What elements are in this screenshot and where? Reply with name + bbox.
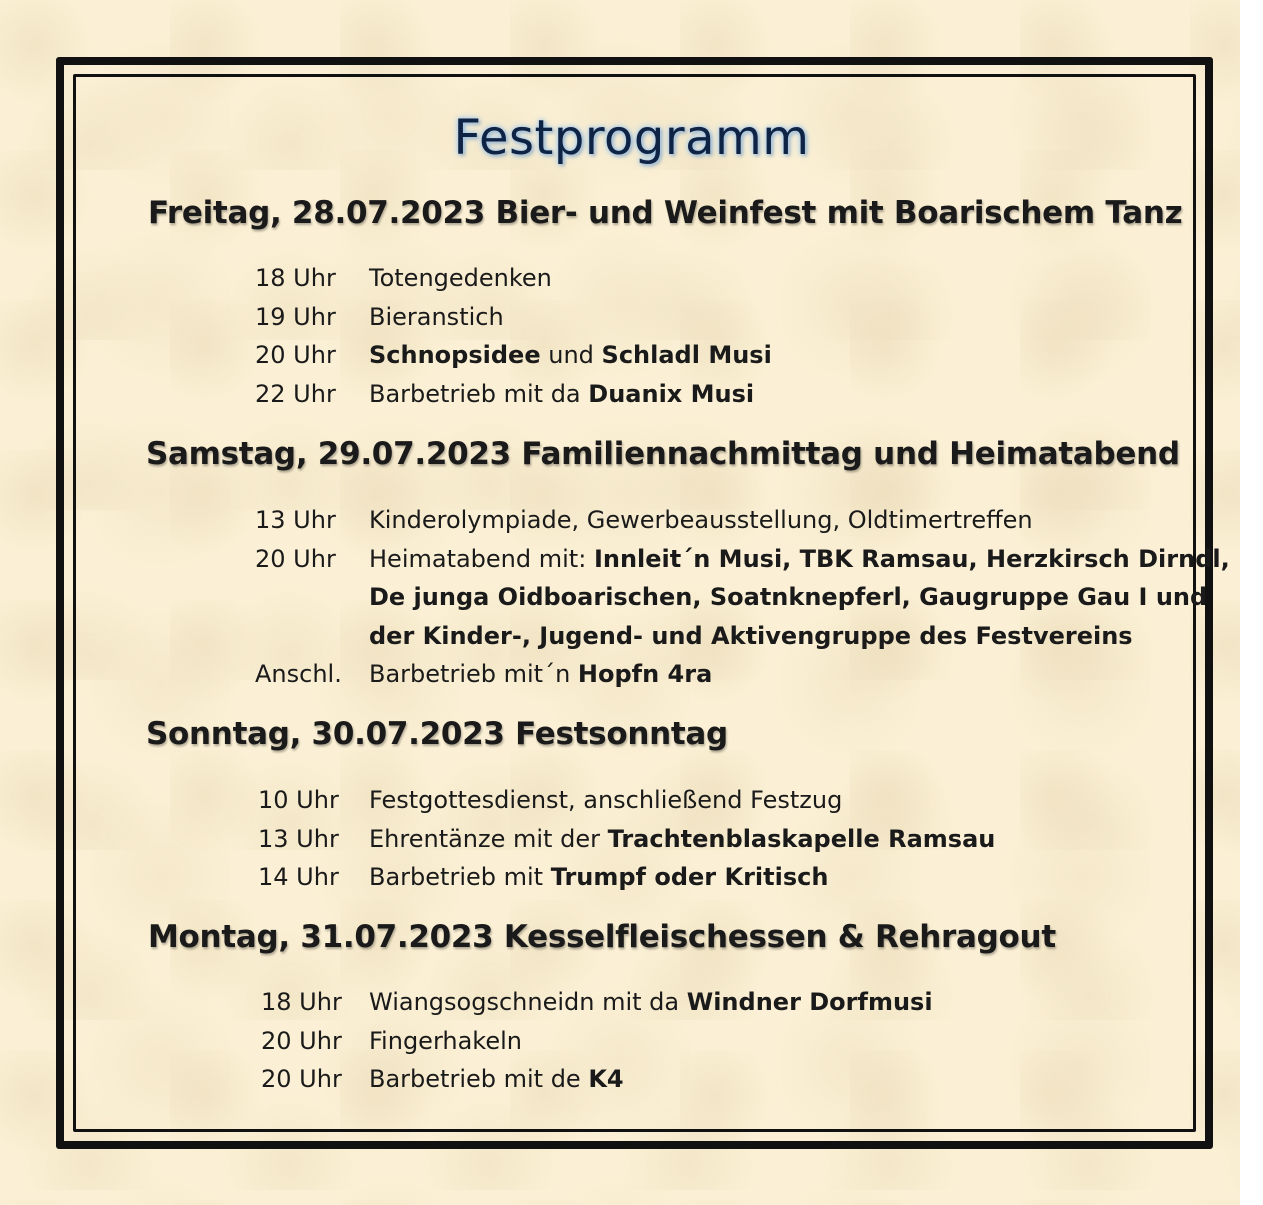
- event-text: Kinderolympiade, Gewerbeausstellung, Oldtimertreffen: [369, 506, 1033, 534]
- event-highlight: Schladl Musi: [601, 341, 772, 369]
- event-text: Ehrentänze mit der: [369, 824, 608, 853]
- event-text: Heimatabend mit:: [369, 544, 594, 573]
- day-theme: Kesselfleischessen & Rehragout: [493, 919, 1056, 955]
- day-date: Sonntag, 30.07.2023: [146, 716, 505, 752]
- day-heading: [146, 716, 728, 752]
- event-time: 10 Uhr: [258, 786, 339, 814]
- event-highlight: Trachtenblaskapelle Ramsau: [607, 824, 996, 853]
- event-description: [369, 988, 933, 1016]
- event-text: Festgottesdienst, anschließend Festzug: [369, 786, 843, 814]
- event-highlight: Hopfn 4ra: [577, 660, 713, 688]
- event-highlight: De junga Oidboarischen, Soatnknepferl, Gaugruppe Gau I und: [369, 583, 1208, 611]
- event-highlight: Schnopsidee: [369, 341, 541, 369]
- event-description: [369, 1027, 522, 1055]
- event-time: 20 Uhr: [255, 544, 336, 573]
- event-description: [369, 264, 552, 292]
- event-highlight: Innleit´n Musi, TBK Ramsau, Herzkirsch Dirndl,: [593, 544, 1230, 573]
- event-time: 18 Uhr: [261, 988, 342, 1016]
- event-time: 19 Uhr: [255, 302, 336, 331]
- event-description: [369, 506, 1033, 534]
- day-date: Montag, 31.07.2023: [148, 919, 494, 955]
- event-time: 20 Uhr: [255, 341, 336, 369]
- event-text: Barbetrieb mit da: [369, 379, 589, 408]
- event-text: und: [540, 341, 602, 369]
- event-time: 18 Uhr: [255, 264, 336, 292]
- event-time: Anschl.: [255, 660, 342, 688]
- day-heading: [148, 919, 1056, 955]
- event-text: Barbetrieb mit: [369, 863, 551, 891]
- event-highlight: Duanix Musi: [588, 379, 755, 408]
- day-theme: Familiennachmittag und Heimatabend: [510, 436, 1180, 472]
- event-description: [369, 622, 1133, 650]
- event-description: [369, 863, 828, 891]
- event-description: [369, 660, 712, 688]
- event-description: [369, 1065, 624, 1093]
- day-date: Freitag, 28.07.2023: [148, 195, 486, 231]
- event-time: 13 Uhr: [258, 824, 339, 853]
- event-text: Wiangsogschneidn mit da: [369, 988, 687, 1016]
- event-description: [369, 303, 504, 331]
- event-description: [369, 341, 772, 369]
- day-date: Samstag, 29.07.2023: [146, 436, 511, 472]
- event-text: Totengedenken: [369, 264, 552, 292]
- event-highlight: Trumpf oder Kritisch: [550, 863, 829, 891]
- event-time: 14 Uhr: [258, 863, 339, 891]
- event-highlight: der Kinder-, Jugend- und Aktivengruppe des Festvereins: [369, 621, 1133, 650]
- day-heading: [146, 436, 1180, 472]
- event-time: 22 Uhr: [255, 379, 336, 408]
- day-theme: Festsonntag: [504, 716, 728, 752]
- event-text: Fingerhakeln: [369, 1026, 522, 1055]
- event-text: Bieranstich: [369, 302, 504, 331]
- event-highlight: Windner Dorfmusi: [686, 988, 933, 1016]
- event-description: [369, 545, 1230, 573]
- event-description: [369, 786, 842, 814]
- page-title: Festprogramm: [453, 110, 810, 166]
- event-text: Barbetrieb mit´n: [369, 660, 578, 688]
- event-text: Barbetrieb mit de: [369, 1065, 589, 1093]
- page-edge: [1240, 0, 1263, 1205]
- event-description: [369, 583, 1207, 611]
- event-time: 20 Uhr: [261, 1026, 342, 1055]
- event-description: [369, 380, 754, 408]
- day-heading: [148, 195, 1182, 231]
- event-highlight: K4: [588, 1065, 624, 1093]
- event-time: 20 Uhr: [261, 1065, 342, 1093]
- day-theme: Bier- und Weinfest mit Boarischem Tanz: [485, 195, 1183, 231]
- event-time: 13 Uhr: [255, 506, 336, 534]
- event-description: [369, 825, 995, 853]
